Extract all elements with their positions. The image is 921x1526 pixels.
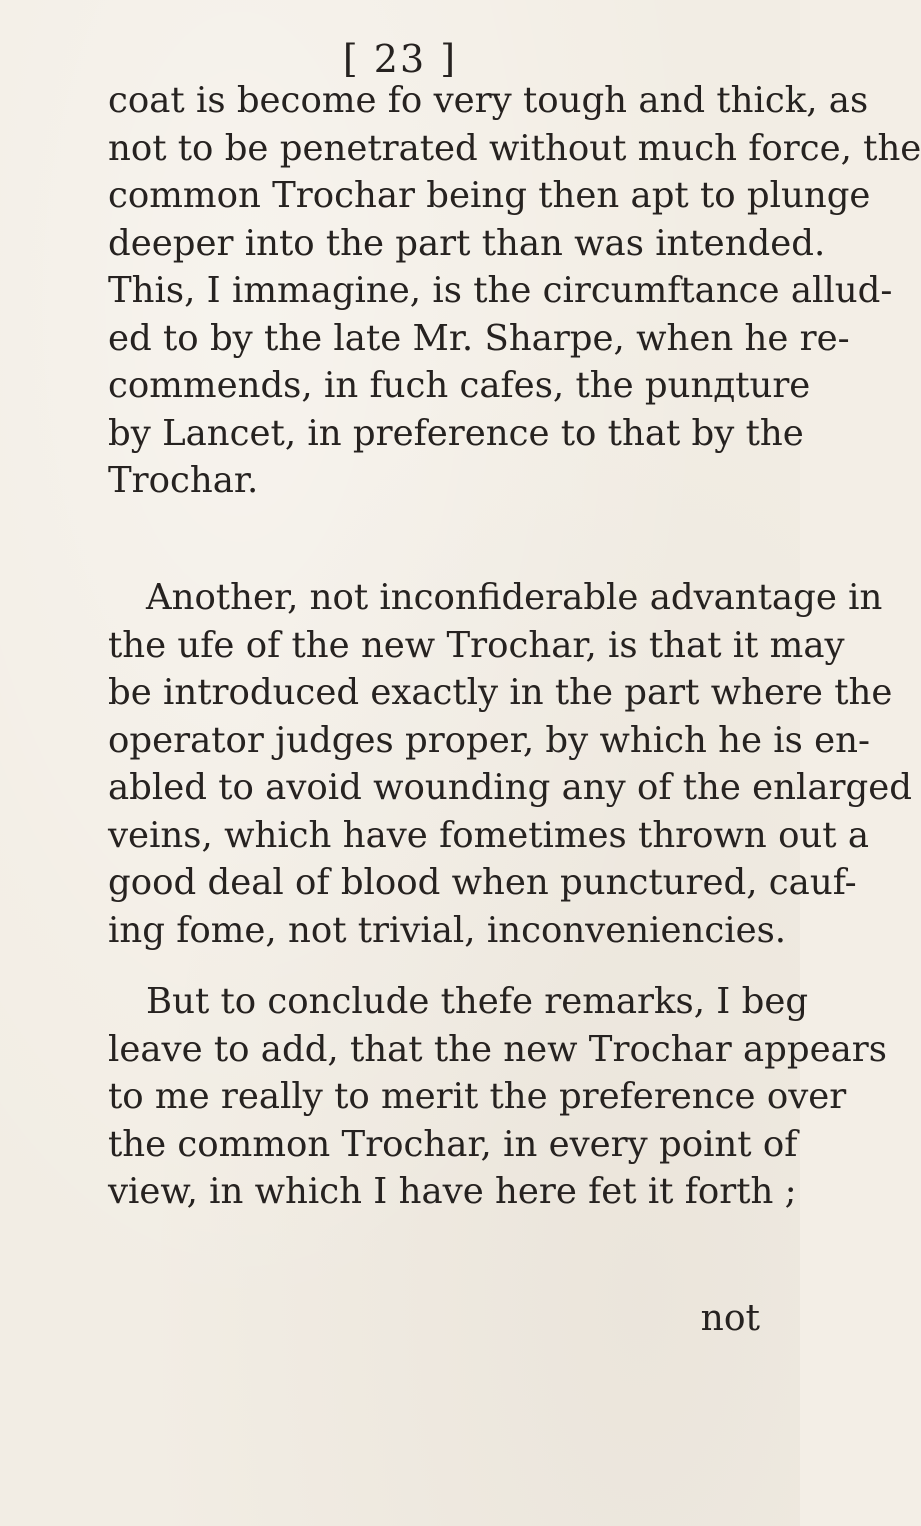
text-line: by Lancet, in preference to that by the <box>108 412 804 454</box>
text-line: deeper into the part than was intended. <box>108 222 826 264</box>
text-line: the ufe of the new Trochar, is that it may <box>108 624 845 666</box>
text-line: coat is become fo very tough and thick, as <box>108 80 869 121</box>
text-line: Another, not inconfiderable advantage in <box>146 577 883 618</box>
text-line: But to conclude thefe remarks, I beg <box>146 981 809 1022</box>
text-line: to me really to merit the preference over <box>108 1076 847 1117</box>
text-line: Trochar. <box>108 460 259 501</box>
text-line: not to be penetrated without much force, the <box>108 127 921 169</box>
text-line: veins, which have fometimes thrown out a <box>108 814 870 856</box>
page-number: [ 23 ] <box>342 37 458 81</box>
text-line: ed to by the late Mr. Sharpe, when he re- <box>108 317 850 359</box>
text-line: common Trochar being then apt to plunge <box>108 175 871 216</box>
text-line: operator judges proper, by which he is en- <box>108 719 870 761</box>
text-line: good deal of blood when punctured, cauf- <box>108 862 857 903</box>
paragraph-2 <box>108 574 912 954</box>
text-line: ing fome, not trivial, inconveniencies. <box>108 909 787 951</box>
text-line: the common Trochar, in every point of <box>108 1123 798 1165</box>
text-line: leave to add, that the new Trochar appears <box>108 1028 887 1070</box>
text-line: view, in which I have here fet it forth ; <box>108 1171 797 1212</box>
paragraph-1 <box>108 77 921 505</box>
paragraph-3 <box>108 978 887 1216</box>
text-line: This, I immagine, is the circumftance allud- <box>108 270 893 311</box>
text-line: abled to avoid wounding any of the enlarged <box>108 767 912 808</box>
catchword: not <box>700 1298 760 1339</box>
text-line: be introduced exactly in the part where the <box>108 672 893 713</box>
text-line: commends, in fuch cafes, the punдture <box>108 365 811 406</box>
